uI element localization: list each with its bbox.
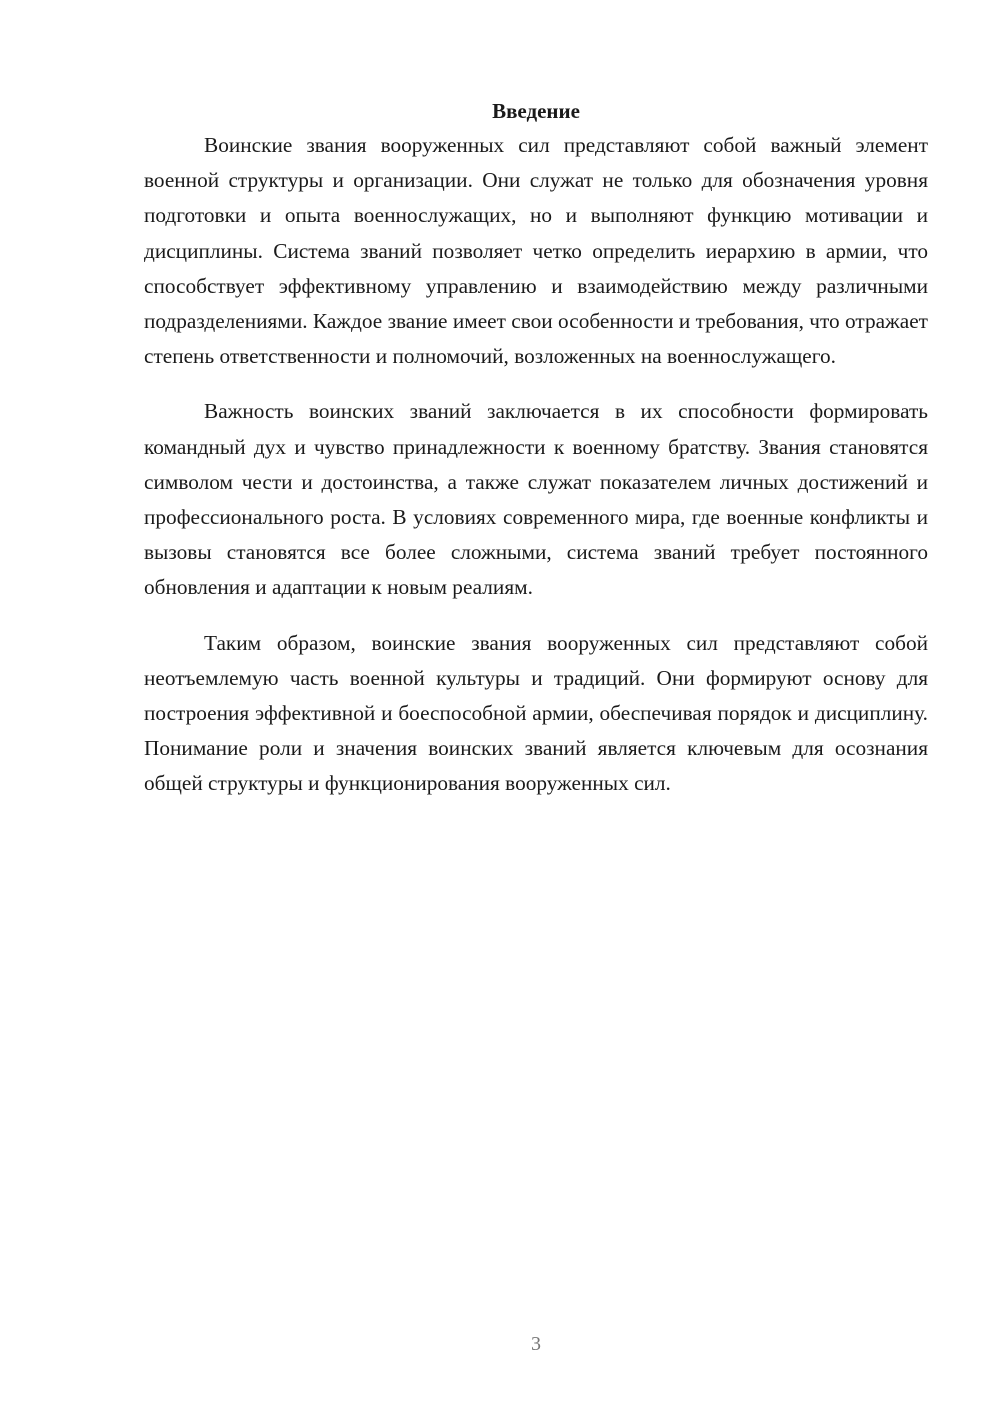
page-number: 3	[531, 1333, 541, 1355]
paragraph-1: Воинские звания вооруженных сил представляют собой важный элемент военной структуры и организации. Они служат не только для обозначения уровня подготовки и опыта военнослужащих, но и выполняют функцию мотивации и дисциплины. Система званий позволяет четко определить иерархию в армии, что способствует эффективному управлению и взаимодействию между различными подразделениями. Каждое звание имеет свои особенности и требования, что отражает степень ответственности и полномочий, возложенных на военнослужащего.	[144, 133, 928, 369]
paragraph-3: Таким образом, воинские звания вооруженных сил представляют собой неотъемлемую часть военной культуры и традиций. Они формируют основу для построения эффективной и боеспособной армии, обеспечивая порядок и дисциплину. Понимание роли и значения воинских званий является ключевым для осознания общей структуры и функционирования вооруженных сил.	[144, 630, 928, 796]
page-content	[144, 96, 928, 822]
section-heading: Введение	[492, 99, 580, 123]
paragraph-2: Важность воинских званий заключается в их способности формировать командный дух и чувство принадлежности к военному братству. Звания становятся символом чести и достоинства, а также служат показателем личных достижений и профессионального роста. В условиях современного мира, где военные конфликты и вызовы становятся все более сложными, система званий требует постоянного обновления и адаптации к новым реалиям.	[144, 399, 928, 600]
